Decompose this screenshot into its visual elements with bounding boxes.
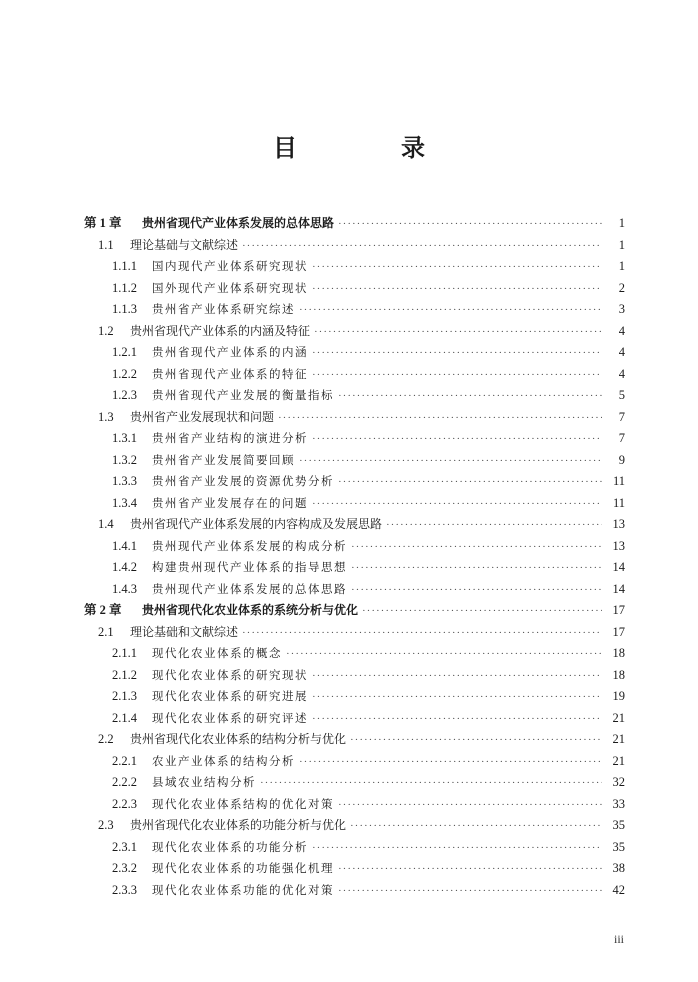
dot-leader xyxy=(286,644,602,666)
toc-section-entry[interactable] xyxy=(0,235,698,257)
toc-entry-number: 1.3.4 xyxy=(112,495,137,510)
toc-subsection-entry[interactable] xyxy=(0,880,698,902)
toc-entry-page: 35 xyxy=(612,839,625,854)
toc-subsection-entry[interactable] xyxy=(0,385,698,407)
toc-entry-number: 第 2 章 xyxy=(84,603,122,617)
toc-entry-title: 贵州省现代化农业体系的结构分析与优化 xyxy=(130,732,347,746)
dot-leader xyxy=(351,580,602,602)
toc-entry-page: 5 xyxy=(618,388,625,402)
toc-entry-title: 现代化农业体系的功能强化机理 xyxy=(152,861,334,875)
toc-entry-title: 贵州省现代化农业体系的系统分析与优化 xyxy=(142,603,359,617)
toc-subsection-entry[interactable] xyxy=(0,665,698,687)
toc-entry-page: 42 xyxy=(612,882,625,897)
toc-entry-title: 现代化农业体系的研究进展 xyxy=(152,689,308,703)
toc-section-entry[interactable] xyxy=(0,514,698,536)
toc-entry-number: 2.1.4 xyxy=(112,710,137,725)
toc-entry-title: 贵州现代产业体系发展的总体思路 xyxy=(152,581,347,596)
toc-entry-number: 1.2 xyxy=(98,323,114,338)
toc-entry-title: 现代化农业体系结构的优化对策 xyxy=(152,796,334,811)
toc-section-entry[interactable] xyxy=(0,729,698,751)
dot-leader xyxy=(312,365,602,387)
toc-entry-page: 14 xyxy=(612,581,625,596)
toc-entry-number: 1.2.2 xyxy=(112,366,137,381)
dot-leader xyxy=(278,408,602,430)
page-title: 目 录 xyxy=(273,134,465,162)
toc-entry-page: 4 xyxy=(618,366,625,381)
dot-leader xyxy=(386,515,602,537)
toc-entry-title: 农业产业体系的结构分析 xyxy=(152,753,295,768)
toc-entry-page: 17 xyxy=(612,624,625,639)
toc-subsection-entry[interactable] xyxy=(0,794,698,816)
toc-entry-number: 1.3 xyxy=(98,409,114,424)
dot-leader xyxy=(312,257,602,279)
toc-entry-number: 1.1.3 xyxy=(112,302,137,316)
toc-entry-page: 18 xyxy=(612,646,625,660)
toc-subsection-entry[interactable] xyxy=(0,837,698,859)
toc-entry-number: 2.1.1 xyxy=(112,646,137,660)
toc-entry-title: 国内现代产业体系研究现状 xyxy=(152,259,308,273)
toc-entry-page: 32 xyxy=(612,775,625,789)
toc-entry-title: 贵州省产业体系研究综述 xyxy=(152,302,295,316)
toc-entry-page: 9 xyxy=(618,452,625,467)
dot-leader xyxy=(260,773,602,795)
toc-chapter-entry[interactable] xyxy=(0,600,698,622)
toc-entry-page: 33 xyxy=(612,796,625,811)
toc-entry-title: 现代化农业体系的研究评述 xyxy=(152,710,308,725)
toc-subsection-entry[interactable] xyxy=(0,450,698,472)
dot-leader xyxy=(242,236,602,258)
toc-entry-number: 1.3.1 xyxy=(112,431,137,445)
toc-entry-page: 13 xyxy=(612,538,625,553)
toc-entry-page: 1 xyxy=(618,237,625,252)
dot-leader xyxy=(350,730,602,752)
toc-entry-title: 理论基础与文献综述 xyxy=(130,237,239,252)
dot-leader xyxy=(351,537,602,559)
toc-entry-page: 21 xyxy=(612,710,625,725)
toc-entry-page: 4 xyxy=(618,323,625,338)
toc-entry-number: 1.3.2 xyxy=(112,452,137,467)
toc-entry-number: 2.3.2 xyxy=(112,861,137,875)
dot-leader xyxy=(351,558,602,580)
toc-entry-number: 2.2.1 xyxy=(112,753,137,768)
toc-entry-number: 1.4.2 xyxy=(112,560,137,574)
toc-entry-number: 2.3.3 xyxy=(112,882,137,897)
toc-entry-page: 11 xyxy=(612,474,625,488)
toc-entry-page: 19 xyxy=(612,689,625,703)
toc-entry-page: 2 xyxy=(618,280,625,295)
toc-entry-page: 13 xyxy=(612,517,625,531)
toc-entry-title: 贵州现代产业体系发展的构成分析 xyxy=(152,538,347,553)
toc-subsection-entry[interactable] xyxy=(0,493,698,515)
toc-chapter-entry[interactable] xyxy=(0,213,698,235)
page-number-footer: iii xyxy=(613,932,624,946)
dot-leader xyxy=(312,666,602,688)
dot-leader xyxy=(338,472,602,494)
toc-entry-title: 贵州省现代产业发展的衡量指标 xyxy=(152,388,334,402)
toc-subsection-entry[interactable] xyxy=(0,579,698,601)
dot-leader xyxy=(338,859,602,881)
toc-entry-page: 35 xyxy=(612,818,625,832)
toc-section-entry[interactable] xyxy=(0,815,698,837)
toc-subsection-entry[interactable] xyxy=(0,751,698,773)
toc-subsection-entry[interactable] xyxy=(0,364,698,386)
toc-entry-number: 1.1 xyxy=(98,237,114,252)
dot-leader xyxy=(338,386,602,408)
toc-entry-page: 3 xyxy=(618,302,625,316)
toc-entry-title: 贵州省产业发展存在的问题 xyxy=(152,495,308,510)
toc-subsection-entry[interactable] xyxy=(0,471,698,493)
toc-entry-title: 现代化农业体系的概念 xyxy=(152,646,282,660)
toc-entry-title: 构建贵州现代产业体系的指导思想 xyxy=(152,560,347,574)
toc-subsection-entry[interactable] xyxy=(0,772,698,794)
toc-subsection-entry[interactable] xyxy=(0,686,698,708)
dot-leader xyxy=(312,279,602,301)
toc-subsection-entry[interactable] xyxy=(0,643,698,665)
toc-entry-number: 1.4.1 xyxy=(112,538,137,553)
toc-section-entry[interactable] xyxy=(0,321,698,343)
toc-entry-number: 2.1.2 xyxy=(112,667,137,682)
dot-leader xyxy=(312,838,602,860)
toc-entry-number: 1.1.2 xyxy=(112,280,137,295)
toc-entry-number: 1.1.1 xyxy=(112,259,137,273)
dot-leader xyxy=(312,709,602,731)
toc-entry-number: 1.2.3 xyxy=(112,388,137,402)
toc-subsection-entry[interactable] xyxy=(0,708,698,730)
toc-entry-number: 1.2.1 xyxy=(112,345,137,359)
toc-entry-page: 18 xyxy=(612,667,625,682)
toc-entry-title: 县域农业结构分析 xyxy=(152,775,256,789)
toc-entry-title: 现代化农业体系的研究现状 xyxy=(152,667,308,682)
toc-section-entry[interactable] xyxy=(0,622,698,644)
toc-entry-page: 4 xyxy=(618,345,625,359)
toc-entry-number: 第 1 章 xyxy=(84,216,122,230)
toc-subsection-entry[interactable] xyxy=(0,278,698,300)
toc-subsection-entry[interactable] xyxy=(0,536,698,558)
toc-entry-number: 2.3.1 xyxy=(112,839,137,854)
toc-entry-title: 贵州省产业结构的演进分析 xyxy=(152,431,308,445)
dot-leader xyxy=(312,494,602,516)
toc-entry-number: 2.1.3 xyxy=(112,689,137,703)
dot-leader xyxy=(312,687,602,709)
dot-leader xyxy=(338,214,602,236)
dot-leader xyxy=(350,816,602,838)
toc-entry-page: 7 xyxy=(618,409,625,424)
toc-entry-title: 贵州省现代产业体系发展的内容构成及发展思路 xyxy=(130,517,383,531)
toc-section-entry[interactable] xyxy=(0,407,698,429)
toc-entry-title: 贵州省现代化农业体系的功能分析与优化 xyxy=(130,818,347,832)
dot-leader xyxy=(314,322,602,344)
dot-leader xyxy=(338,795,602,817)
toc-entry-number: 1.4.3 xyxy=(112,581,137,596)
toc-entry-page: 21 xyxy=(612,732,625,746)
toc-entry-page: 7 xyxy=(618,431,625,445)
toc-entry-number: 2.2.2 xyxy=(112,775,137,789)
toc-subsection-entry[interactable] xyxy=(0,256,698,278)
dot-leader xyxy=(312,343,602,365)
toc-entry-page: 38 xyxy=(612,861,625,875)
toc-entry-number: 2.2 xyxy=(98,732,114,746)
toc-entry-title: 贵州省现代产业体系的内涵及特征 xyxy=(130,323,311,338)
table-of-contents xyxy=(0,213,698,901)
toc-entry-title: 贵州省现代产业体系的内涵 xyxy=(152,345,308,359)
toc-entry-title: 贵州省现代产业体系发展的总体思路 xyxy=(142,216,335,230)
toc-entry-title: 贵州省产业发展的资源优势分析 xyxy=(152,474,334,488)
toc-entry-number: 2.3 xyxy=(98,818,114,832)
toc-entry-page: 21 xyxy=(612,753,625,768)
toc-entry-title: 现代化农业体系的功能分析 xyxy=(152,839,308,854)
toc-entry-page: 11 xyxy=(612,495,625,510)
toc-subsection-entry[interactable] xyxy=(0,342,698,364)
toc-entry-number: 1.3.3 xyxy=(112,474,137,488)
toc-entry-page: 1 xyxy=(618,216,625,230)
toc-subsection-entry[interactable] xyxy=(0,428,698,450)
dot-leader xyxy=(299,300,602,322)
dot-leader xyxy=(299,752,602,774)
toc-entry-number: 2.2.3 xyxy=(112,796,137,811)
toc-subsection-entry[interactable] xyxy=(0,858,698,880)
toc-entry-page: 14 xyxy=(612,560,625,574)
toc-subsection-entry[interactable] xyxy=(0,299,698,321)
dot-leader xyxy=(338,881,602,903)
toc-entry-title: 理论基础和文献综述 xyxy=(130,624,239,639)
toc-entry-title: 国外现代产业体系研究现状 xyxy=(152,280,308,295)
dot-leader xyxy=(242,623,602,645)
dot-leader xyxy=(312,429,602,451)
toc-entry-title: 现代化农业体系功能的优化对策 xyxy=(152,882,334,897)
dot-leader xyxy=(299,451,602,473)
toc-entry-number: 1.4 xyxy=(98,517,114,531)
dot-leader xyxy=(362,601,602,623)
toc-entry-page: 1 xyxy=(618,259,625,273)
toc-subsection-entry[interactable] xyxy=(0,557,698,579)
toc-entry-title: 贵州省产业发展简要回顾 xyxy=(152,452,295,467)
toc-entry-number: 2.1 xyxy=(98,624,114,639)
toc-entry-title: 贵州省现代产业体系的特征 xyxy=(152,366,308,381)
toc-entry-page: 17 xyxy=(612,603,625,617)
toc-entry-title: 贵州省产业发展现状和问题 xyxy=(130,409,275,424)
